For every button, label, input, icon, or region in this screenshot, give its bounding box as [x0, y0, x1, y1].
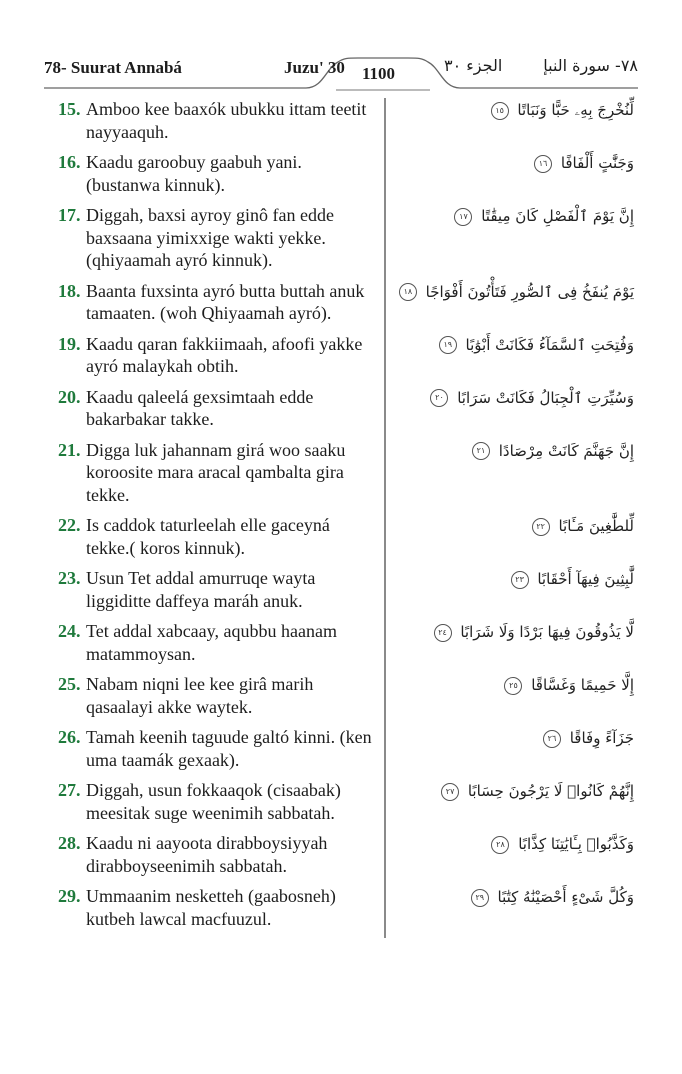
verse-row: [0, 726, 682, 771]
verse-translation: [58, 514, 374, 559]
arabic-text: وَكُلَّ شَىْءٍ أَحْصَيْنَٰهُ كِتَٰبًا: [497, 888, 634, 906]
arabic-text: يَوْمَ يُنفَخُ فِى ٱلصُّورِ فَتَأْتُونَ أَفْوَاجًا: [425, 282, 634, 301]
juz-label-latin: Juzu' 30: [284, 58, 345, 77]
verse-row: [0, 151, 682, 196]
verse-translation: [58, 832, 374, 877]
verse-number: 25.: [58, 674, 81, 694]
verse-number: 23.: [58, 568, 81, 588]
arabic-text: إِنَّ يَوْمَ ٱلْفَصْلِ كَانَ مِيقَٰتًا: [481, 207, 634, 225]
verse-text: Ummaanim nesketteh (gaabosneh) kutbeh lawcal macfuuzul.: [86, 886, 336, 929]
verse-number: 15.: [58, 99, 81, 119]
ayah-end-marker-icon: ٢٠: [430, 389, 448, 407]
verse-text: Nabam niqni lee kee girâ marih qasaalayi akke waytek.: [86, 674, 314, 717]
verse-translation: [58, 204, 374, 272]
ayah-end-marker-icon: ٢٤: [434, 624, 452, 642]
surah-title-latin: 78- Suurat Annabá: [44, 58, 182, 77]
arabic-text: وَكَذَّبُوا۟ بِـَٔايَٰتِنَا كِذَّابًا: [518, 835, 634, 853]
ayah-end-marker-icon: ١٦: [534, 155, 552, 173]
verse-number: 27.: [58, 780, 81, 800]
verse-text: Usun Tet addal amurruqe wayta liggiditte daffeya maráh anuk.: [86, 568, 316, 611]
arabic-verse: [396, 673, 646, 697]
verse-row: [0, 204, 682, 272]
ayah-end-marker-icon: ١٧: [454, 208, 472, 226]
verse-number: 28.: [58, 833, 81, 853]
verse-text: Digga luk jahannam girá woo saaku koroosite mara aracal qambalta gira tekke.: [86, 439, 346, 505]
arabic-text: لِّنُخْرِجَ بِهِۦ حَبًّا وَنَبَاتًا: [517, 101, 634, 119]
arabic-verse: [396, 885, 646, 909]
verse-number: 24.: [58, 621, 81, 641]
arabic-text: وَفُتِحَتِ ٱلسَّمَآءُ فَكَانَتْ أَبْوَٰبًا: [465, 335, 634, 354]
verse-text: Amboo kee baaxók ubukku ittam teetit nayyaaquh.: [86, 99, 367, 142]
verse-text: Kaadu qaleelá gexsimtaah edde bakarbakar takke.: [86, 386, 314, 429]
verse-text: Diggah, usun fokkaaqok (cisaabak) meesitak suge weenimih sabbatah.: [86, 780, 341, 823]
verse-row: [0, 333, 682, 378]
verse-translation: [58, 726, 374, 771]
verse-number: 19.: [58, 333, 81, 354]
verse-row: [0, 386, 682, 431]
page-number: 1100: [362, 64, 396, 83]
arabic-text: لَّا يَذُوقُونَ فِيهَا بَرْدًا وَلَا شَرَابًا: [460, 623, 634, 641]
page-header: [44, 50, 638, 92]
arabic-verse: [396, 726, 646, 750]
arabic-verse: [396, 386, 646, 410]
arabic-text: لِّلطَّٰغِينَ مَـَٔابًا: [558, 517, 634, 535]
verse-translation: [58, 386, 374, 431]
verse-row: [0, 620, 682, 665]
arabic-verse: [396, 779, 646, 803]
verse-row: [0, 779, 682, 824]
arabic-text: وَسُيِّرَتِ ٱلْجِبَالُ فَكَانَتْ سَرَابًا: [457, 388, 634, 407]
arabic-text: جَزَآءً وِفَاقًا: [569, 729, 634, 747]
arabic-verse: [396, 280, 646, 304]
arabic-text: إِنَّهُمْ كَانُوا۟ لَا يَرْجُونَ حِسَابًا: [467, 782, 634, 800]
verse-translation: [58, 567, 374, 612]
juz-label-arabic: الجزء ٣٠: [444, 56, 503, 75]
verse-number: 20.: [58, 386, 81, 407]
verse-translation: [58, 885, 374, 930]
verse-translation: [58, 98, 374, 143]
ayah-end-marker-icon: ٢٣: [511, 571, 529, 589]
verse-row: [0, 280, 682, 325]
arabic-verse: [396, 151, 646, 175]
ayah-end-marker-icon: ٢٥: [504, 677, 522, 695]
verse-number: 17.: [58, 205, 81, 225]
verse-text: Is caddok taturleelah elle gaceyná tekke.( koros kinnuk).: [86, 515, 330, 558]
verse-translation: [58, 673, 374, 718]
verse-number: 22.: [58, 515, 81, 535]
ayah-end-marker-icon: ١٩: [439, 336, 457, 354]
verse-number: 18.: [58, 280, 81, 301]
verse-text: Kaadu ni aayoota dirabboysiyyah dirabboyseenimih sabbatah.: [86, 833, 328, 876]
verse-row: [0, 567, 682, 612]
ayah-end-marker-icon: ١٨: [399, 283, 417, 301]
verse-number: 26.: [58, 727, 81, 747]
arabic-verse: [396, 204, 646, 228]
ayah-end-marker-icon: ٢٢: [532, 518, 550, 536]
verse-text: Kaadu qaran fakkiimaah, afoofi yakke ayró malaykah obtih.: [86, 333, 363, 376]
verse-row: [0, 832, 682, 877]
verse-text: Tamah keenih taguude galtó kinni. (ken uma taamák gexaak).: [86, 727, 372, 770]
verse-text: Diggah, baxsi ayroy ginô fan edde baxsaana yimixxige wakti yekke. (qhiyaamah ayró kinnuk).: [86, 205, 334, 270]
verse-row: [0, 98, 682, 143]
verse-number: 29.: [58, 886, 81, 906]
verse-translation: [58, 779, 374, 824]
ayah-end-marker-icon: ٢٩: [471, 889, 489, 907]
arabic-verse: [396, 98, 646, 122]
arabic-verse: [396, 333, 646, 357]
arabic-text: إِنَّ جَهَنَّمَ كَانَتْ مِرْصَادًا: [498, 441, 634, 460]
ayah-end-marker-icon: ٢٨: [491, 836, 509, 854]
surah-title-arabic: ٧٨- سورة النبإ: [543, 56, 638, 75]
verse-row: [0, 673, 682, 718]
verse-row: [0, 439, 682, 507]
arabic-verse: [396, 514, 646, 538]
verse-text: Baanta fuxsinta ayró butta buttah anuk tamaaten. (woh Qhiyaamah ayró).: [86, 280, 365, 323]
ayah-end-marker-icon: ٢٦: [543, 730, 561, 748]
arabic-text: وَجَنَّٰتٍ أَلْفَافًا: [560, 154, 634, 172]
verse-row: [0, 885, 682, 930]
ayah-end-marker-icon: ٢٧: [441, 783, 459, 801]
ayah-end-marker-icon: ٢١: [472, 442, 490, 460]
arabic-verse: [396, 439, 646, 463]
arabic-text: لَّٰبِثِينَ فِيهَآ أَحْقَابًا: [537, 570, 634, 588]
verse-number: 21.: [58, 439, 81, 460]
verse-number: 16.: [58, 152, 81, 172]
verse-text: Tet addal xabcaay, aqubbu haanam matammoysan.: [86, 621, 337, 664]
arabic-verse: [396, 620, 646, 644]
ayah-end-marker-icon: ١٥: [491, 102, 509, 120]
verse-translation: [58, 439, 374, 507]
verse-translation: [58, 280, 374, 325]
arabic-verse: [396, 567, 646, 591]
verse-text: Kaadu garoobuy gaabuh yani. (bustanwa kinnuk).: [86, 152, 302, 195]
verse-translation: [58, 333, 374, 378]
arabic-verse: [396, 832, 646, 856]
verse-row: [0, 514, 682, 559]
column-divider: [384, 98, 386, 938]
verse-translation: [58, 151, 374, 196]
verse-translation: [58, 620, 374, 665]
arabic-text: إِلَّا حَمِيمًا وَغَسَّاقًا: [531, 676, 634, 694]
verses-content: [0, 98, 682, 958]
